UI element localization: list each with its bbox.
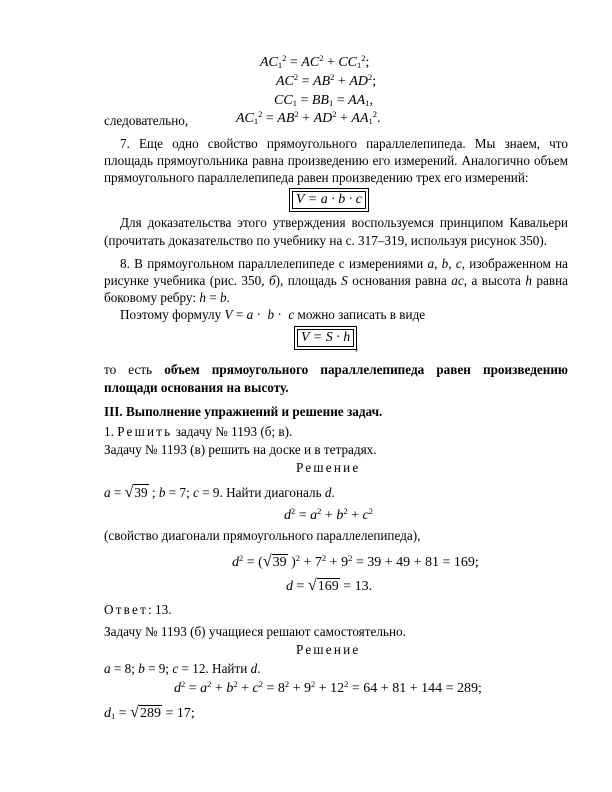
task1-given: a = √39 ; b = 7; c = 9. Найти диагональ d. bbox=[104, 484, 335, 501]
p8-line-3: боковому ребру: h = b. bbox=[104, 290, 230, 305]
p8-line-2: рисунке учебника (рис. 350, б), площадь S основания равна ac, а высота h равна bbox=[104, 273, 568, 288]
task1-note: (свойство диагонали прямоугольного параллелепипеда), bbox=[104, 528, 421, 543]
p8-line-4: Поэтому формулу V = a · b · c можно записать в виде bbox=[120, 307, 426, 322]
section-3-heading: III. Выполнение упражнений и решение задач. bbox=[104, 404, 383, 419]
p7-line-2: площадь прямоугольника равна произведению его измерений. Аналогично объем bbox=[104, 153, 568, 168]
formula-ac1: $AC_1^2 = AC^2 + CC_1^2$; bbox=[260, 53, 370, 70]
task2-solution-heading: Решение bbox=[296, 642, 361, 657]
volume-formula-box: V = a · b · c bbox=[289, 188, 369, 212]
box2-comma: , bbox=[355, 338, 359, 353]
formula-ac1-full: $AC_1^2 = AB^2 + AD^2 + AA_1^2$. bbox=[236, 109, 381, 126]
task1-formula-2: $d^2 = (√39$ )$^2 + 7^2 + 9^2 = 39 + 49 + 81 = 169$; bbox=[232, 553, 479, 570]
task2-formula-2: $d_1 = √289 = 17$; bbox=[104, 704, 195, 721]
formula-cc1: $CC_1 = BB_1 = AA_1$, bbox=[274, 93, 373, 108]
task1-answer: Ответ: 13. bbox=[104, 602, 172, 617]
task2-formula-1: $d^2 = a^2 + b^2 + c^2 = 8^2 + 9^2 + 12^2 = 64 + 81 + 144 = 289$; bbox=[174, 679, 482, 696]
cavalieri-line-2: (прочитать доказательство по учебнику на с. 317–319, используя рисунок 350). bbox=[104, 233, 548, 248]
task1-formula-3: d = √169 = 13. bbox=[286, 577, 373, 594]
cavalieri-line-1: Для доказательства этого утверждения воспользуемся принципом Кавальери bbox=[120, 215, 568, 230]
volume-base-height-box: V = S · h bbox=[294, 326, 357, 350]
p7-line-1: 7. Еще одно свойство прямоугольного параллелепипеда. Мы знаем, что bbox=[120, 136, 568, 151]
task1-line-2: Задачу № 1193 (в) решить на доске и в тетрадях. bbox=[104, 442, 377, 457]
conclusion-line-2: площади основания на высоту. bbox=[104, 380, 289, 395]
conclusion-line-1: то есть объем прямоугольного параллелепипеда равен произведению bbox=[104, 362, 568, 377]
p7-line-3: прямоугольного параллелепипеда равен произведению трех его измерений: bbox=[104, 170, 529, 185]
consequence-label: следовательно, bbox=[104, 113, 189, 128]
task1-solution-heading: Решение bbox=[296, 460, 361, 475]
formula-ac: $AC^2 = AB^2 + AD^2$; bbox=[276, 72, 377, 89]
task2-given: a = 8; b = 9; c = 12. Найти d. bbox=[104, 661, 261, 676]
task2-line-1: Задачу № 1193 (б) учащиеся решают самостоятельно. bbox=[104, 624, 406, 639]
task1-formula-1: $d^2 = a^2 + b^2 + c^2$ bbox=[284, 506, 373, 523]
p8-line-1: 8. В прямоугольном параллелепипеде с измерениями a, b, c, изображенном на bbox=[120, 256, 569, 271]
task1-line-1: 1. Решить задачу № 1193 (б; в). bbox=[104, 424, 293, 439]
